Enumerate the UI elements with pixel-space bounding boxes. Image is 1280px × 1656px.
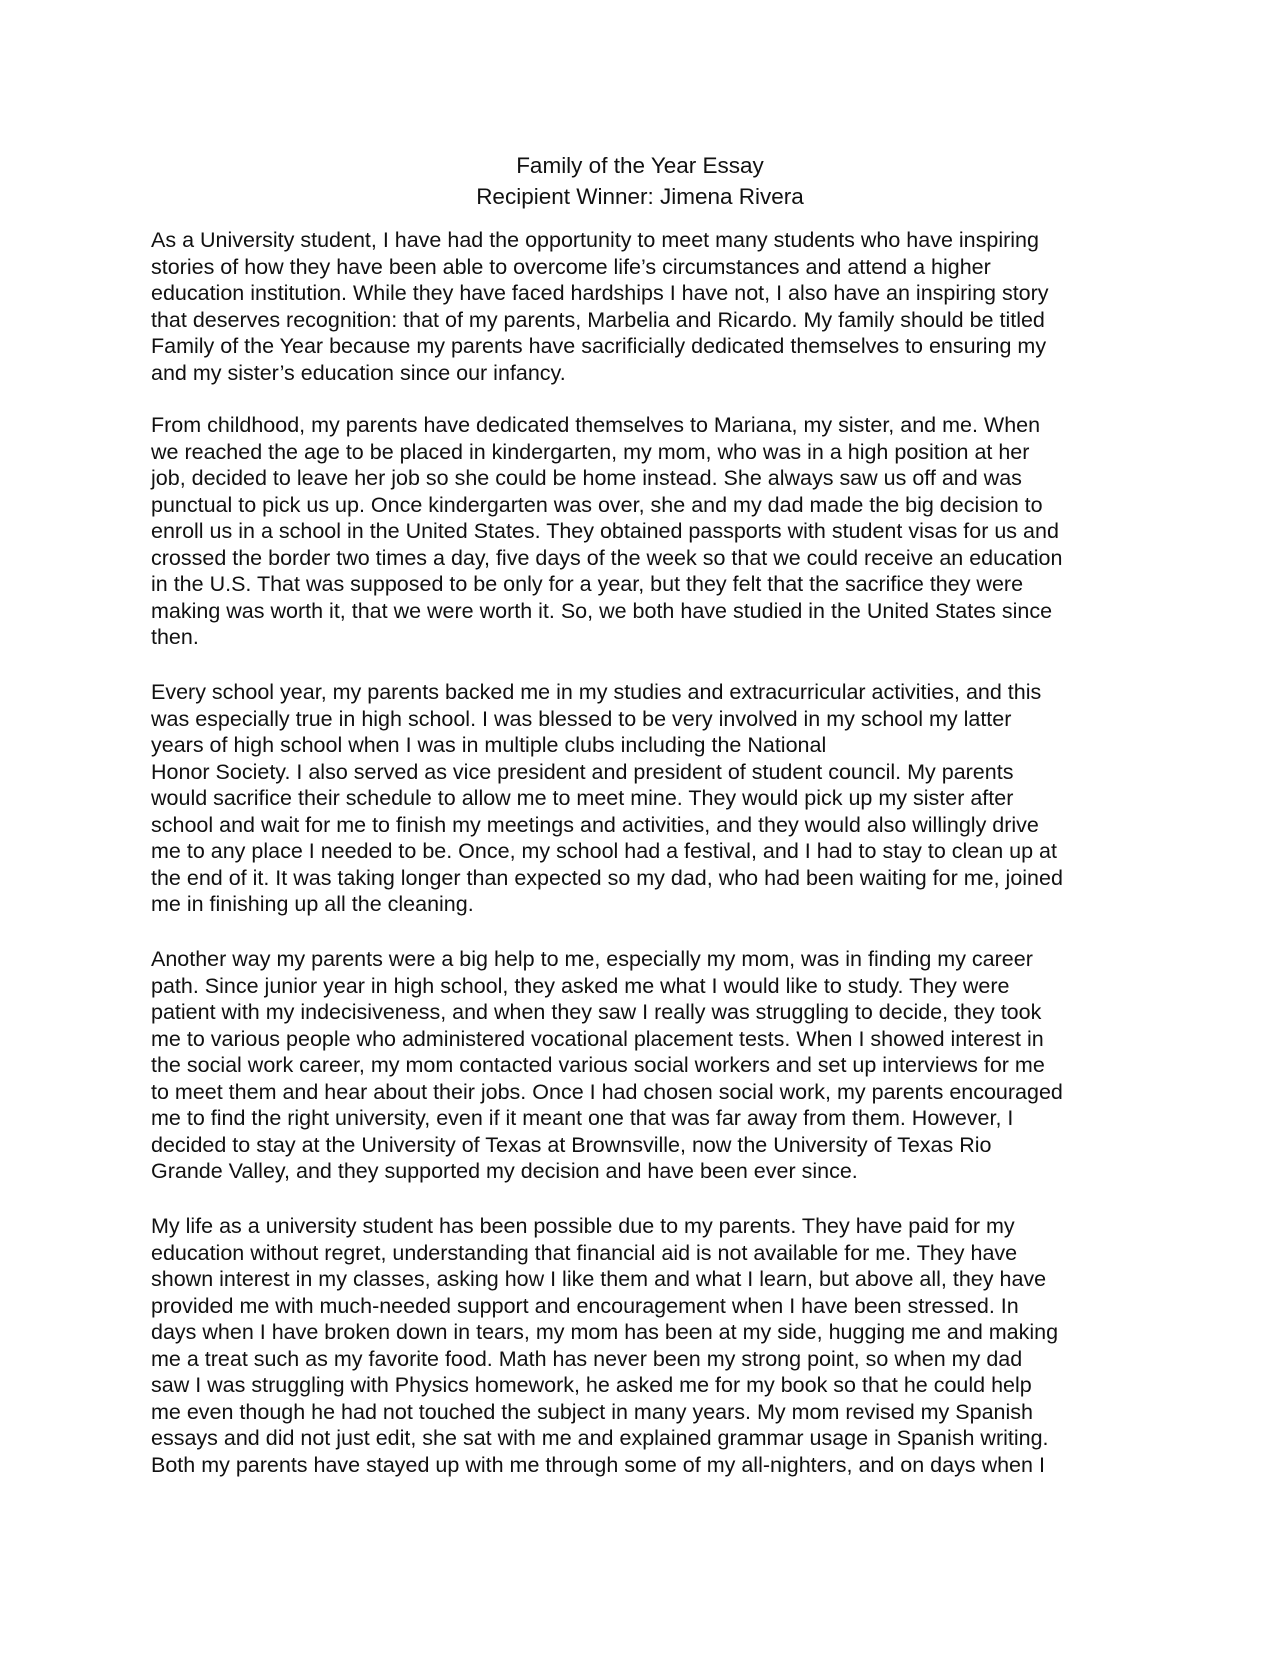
paragraph-3: [151, 679, 1151, 918]
text-line: was especially true in high school. I was blessed to be very involved in my school my latter: [151, 706, 1012, 731]
text-line: me to any place I needed to be. Once, my school had a festival, and I had to stay to clean up at: [151, 839, 1057, 863]
paragraph-1: [151, 227, 1151, 386]
text-line: Honor Society. I also served as vice president and president of student council. My parents: [151, 759, 1014, 784]
text-line: patient with my indecisiveness, and when they saw I really was struggling to decide, they took: [151, 1000, 1042, 1024]
text-line: the social work career, my mom contacted various social workers and set up interviews for me: [151, 1053, 1045, 1077]
text-line: me even though he had not touched the subject in many years. My mom revised my Spanish: [151, 1399, 1033, 1424]
text-line: punctual to pick us up. Once kindergarten was over, she and my dad made the big decision to: [151, 492, 1043, 517]
text-line: education institution. While they have faced hardships I have not, I also have an inspiring story: [151, 281, 1049, 305]
text-line: that deserves recognition: that of my parents, Marbelia and Ricardo. My family should be titled: [151, 307, 1045, 332]
title-block: [0, 150, 1280, 212]
text-line: path. Since junior year in high school, they asked me what I would like to study. They were: [151, 973, 1010, 998]
text-line: Grande Valley, and they supported my decision and have been ever since.: [151, 1159, 858, 1183]
text-line: to meet them and hear about their jobs. Once I had chosen social work, my parents encouraged: [151, 1079, 1063, 1104]
text-line: job, decided to leave her job so she could be home instead. She always saw us off and was: [151, 466, 1022, 490]
text-line: saw I was struggling with Physics homework, he asked me for my book so that he could help: [151, 1373, 1032, 1397]
text-line: enroll us in a school in the United States. They obtained passports with student visas for us and: [151, 519, 1059, 543]
text-line: Another way my parents were a big help to me, especially my mom, was in finding my career: [151, 947, 1033, 971]
text-line: in the U.S. That was supposed to be only for a year, but they felt that the sacrifice they were: [151, 572, 1024, 596]
text-line: My life as a university student has been possible due to my parents. They have paid for my: [151, 1214, 1015, 1238]
text-line: decided to stay at the University of Texas at Brownsville, now the University of Texas Rio: [151, 1132, 992, 1157]
text-line: Both my parents have stayed up with me through some of my all-nighters, and on days when I: [151, 1452, 1045, 1477]
paragraph-2: [151, 412, 1151, 651]
text-line: we reached the age to be placed in kindergarten, my mom, who was in a high position at her: [151, 439, 1030, 464]
text-line: me a treat such as my favorite food. Math has never been my strong point, so when my dad: [151, 1346, 1023, 1371]
essay-subtitle: Recipient Winner: Jimena Rivera: [476, 184, 804, 209]
text-line: Family of the Year because my parents have sacrificially dedicated themselves to ensuring my: [151, 334, 1047, 358]
text-line: making was worth it, that we were worth it. So, we both have studied in the United States since: [151, 598, 1053, 623]
paragraph-5: [151, 1213, 1151, 1478]
text-line: the end of it. It was taking longer than expected so my dad, who had been waiting for me, joined: [151, 865, 1063, 890]
text-line: then.: [151, 625, 199, 649]
text-line: would sacrifice their schedule to allow me to meet mine. They would pick up my sister after: [151, 786, 1014, 810]
text-line: days when I have broken down in tears, my mom has been at my side, hugging me and making: [151, 1320, 1059, 1344]
text-line: me in finishing up all the cleaning.: [151, 892, 474, 916]
text-line: shown interest in my classes, asking how I like them and what I learn, but above all, they have: [151, 1267, 1047, 1291]
text-line: essays and did not just edit, she sat with me and explained grammar usage in Spanish writing.: [151, 1426, 1049, 1450]
text-line: me to find the right university, even if it meant one that was far away from them. However, I: [151, 1106, 1014, 1130]
text-line: years of high school when I was in multiple clubs including the National: [151, 733, 827, 757]
essay-title: Family of the Year Essay: [516, 153, 764, 178]
text-line: crossed the border two times a day, five days of the week so that we could receive an education: [151, 545, 1063, 570]
text-line: From childhood, my parents have dedicated themselves to Mariana, my sister, and me. When: [151, 413, 1041, 437]
paragraph-4: [151, 946, 1151, 1185]
text-line: and my sister’s education since our infancy.: [151, 360, 566, 385]
text-line: school and wait for me to finish my meetings and activities, and they would also willingly drive: [151, 812, 1039, 837]
text-line: me to various people who administered vocational placement tests. When I showed interest in: [151, 1026, 1044, 1051]
text-line: As a University student, I have had the opportunity to meet many students who have inspiring: [151, 228, 1039, 252]
text-line: provided me with much-needed support and encouragement when I have been stressed. In: [151, 1293, 1019, 1318]
text-line: education without regret, understanding that financial aid is not available for me. They have: [151, 1240, 1018, 1265]
text-line: Every school year, my parents backed me in my studies and extracurricular activities, and this: [151, 680, 1042, 704]
text-line: stories of how they have been able to overcome life’s circumstances and attend a higher: [151, 254, 991, 279]
